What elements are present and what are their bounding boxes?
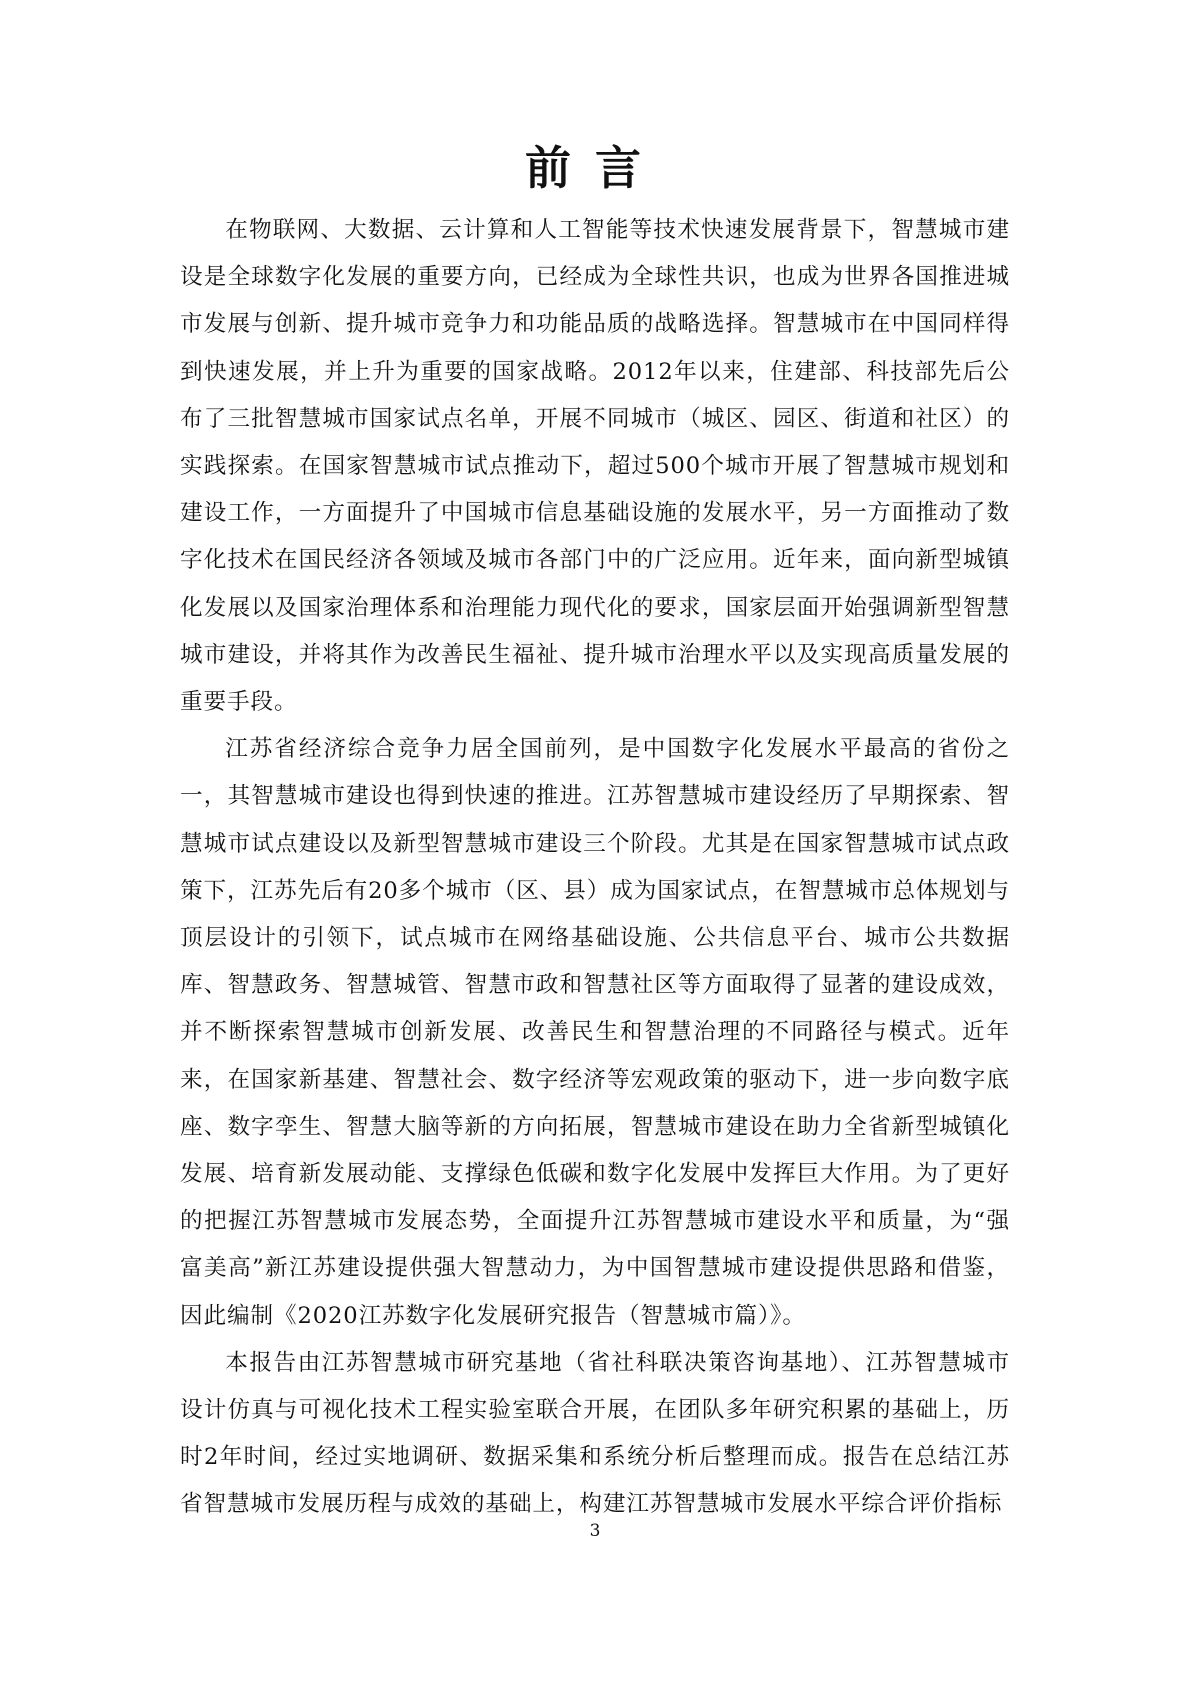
body-text — [180, 207, 1010, 1529]
page-title: 前言 — [525, 141, 665, 195]
page-number: 3 — [589, 1521, 601, 1541]
paragraph-3: 本报告由江苏智慧城市研究基地（省社科联决策咨询基地）、江苏智慧城市设计仿真与可视化技术工程实验室联合开展，在团队多年研究积累的基础上，历时2年时间，经过实地调研、数据采集和系统分析后整理而成。报告在总结江苏省智慧城市发展历程与成效的基础上，构建江苏智慧城市发展水平综合评价指标 — [180, 1349, 1010, 1518]
paragraph-2: 江苏省经济综合竞争力居全国前列，是中国数字化发展水平最高的省份之一，其智慧城市建设也得到快速的推进。江苏智慧城市建设经历了早期探索、智慧城市试点建设以及新型智慧城市建设三个阶段。尤其是在国家智慧城市试点政策下，江苏先后有20多个城市（区、县）成为国家试点，在智慧城市总体规划与顶层设计的引领下，试点城市在网络基础设施、公共信息平台、城市公共数据库、智慧政务、智慧城管、智慧市政和智慧社区等方面取得了显著的建设成效，并不断探索智慧城市创新发展、改善民生和智慧治理的不同路径与模式。近年来，在国家新基建、智慧社会、数字经济等宏观政策的驱动下，进一步向数字底座、数字孪生、智慧大脑等新的方向拓展，智慧城市建设在助力全省新型城镇化发展、培育新发展动能、支撑绿色低碳和数字化发展中发挥巨大作用。为了更好的把握江苏智慧城市发展态势，全面提升江苏智慧城市建设水平和质量，为“强富美高”新江苏建设提供强大智慧动力，为中国智慧城市建设提供思路和借鉴，因此编制《2020江苏数字化发展研究报告（智慧城市篇）》。 — [180, 736, 1010, 1329]
paragraph-1: 在物联网、大数据、云计算和人工智能等技术快速发展背景下，智慧城市建设是全球数字化发展的重要方向，已经成为全球性共识，也成为世界各国推进城市发展与创新、提升城市竞争力和功能品质的战略选择。智慧城市在中国同样得到快速发展，并上升为重要的国家战略。2012年以来，住建部、科技部先后公布了三批智慧城市国家试点名单，开展不同城市（城区、园区、街道和社区）的实践探索。在国家智慧城市试点推动下，超过500个城市开展了智慧城市规划和建设工作，一方面提升了中国城市信息基础设施的发展水平，另一方面推动了数字化技术在国民经济各领域及城市各部门中的广泛应用。近年来，面向新型城镇化发展以及国家治理体系和治理能力现代化的要求，国家层面开始强调新型智慧城市建设，并将其作为改善民生福祉、提升城市治理水平以及实现高质量发展的重要手段。 — [180, 217, 1010, 716]
